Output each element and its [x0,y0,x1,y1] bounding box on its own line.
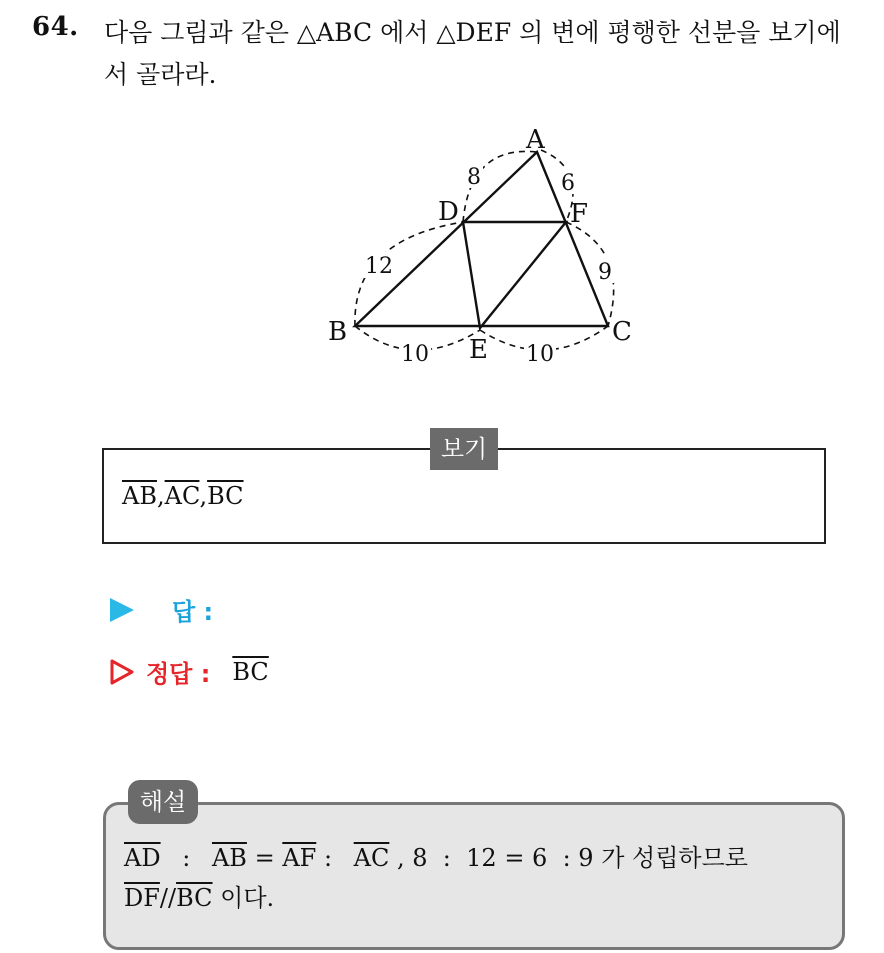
seg-af: $\overline{AF}$ [282,844,317,872]
question-number: 64. [32,12,79,42]
seg-df: $\overline{DF}$ [124,884,160,912]
seg-ad: $\overline{AD}$ [124,844,161,872]
length-ad: 8 [467,165,481,190]
label-b: B [328,317,348,347]
correct-value: $\overline{BC}$ [232,657,269,686]
explanation-text [124,838,824,918]
bogi-item-bc: $\overline{BC}$ [207,482,244,510]
colon: : [182,844,191,872]
bogi-separator: , [199,482,208,510]
seg-ab: $\overline{AB}$ [211,844,247,872]
length-fc: 9 [598,260,612,285]
label-f: F [570,199,589,229]
colon: : [323,844,333,872]
play-triangle-icon [110,598,134,622]
equals: = [254,844,275,872]
explanation-tail-2: 이다. [220,884,275,912]
label-d: D [438,197,459,227]
answer-row [110,592,213,627]
bogi-item-ac: $\overline{AC}$ [164,482,200,510]
label-c: C [612,317,632,347]
ratio: , 8 : 12 = 6 : 9 [397,844,594,872]
bogi-separator: , [156,482,165,510]
seg-ac: $\overline{AC}$ [353,844,390,872]
question-text: 다음 그림과 같은 △ABC 에서 △DEF 의 변에 평행한 선분을 보기에서 골라라. [104,18,841,89]
answer-label: 답 : [172,598,214,626]
length-af: 6 [561,171,575,196]
length-be: 10 [401,342,429,367]
triangle-def [463,222,566,328]
length-ec: 10 [526,342,554,367]
bogi-item-ab: $\overline{AB}$ [122,482,157,510]
bogi-title: 보기 [430,428,498,470]
label-e: E [469,335,488,365]
explanation-line-1 [124,838,824,878]
correct-label: 정답 : [146,660,211,688]
length-bd: 12 [365,254,393,279]
parallel-sign: // [159,884,177,912]
seg-bc: $\overline{BC}$ [176,884,213,912]
explanation-title: 해설 [128,780,198,824]
outline-triangle-icon [110,659,134,685]
explanation-tail-1: 가 성립하므로 [601,844,748,872]
triangle-figure [318,118,648,378]
explanation-line-2 [124,878,824,918]
correct-answer-row [110,654,269,689]
bogi-items [122,482,244,510]
label-a: A [526,125,545,155]
